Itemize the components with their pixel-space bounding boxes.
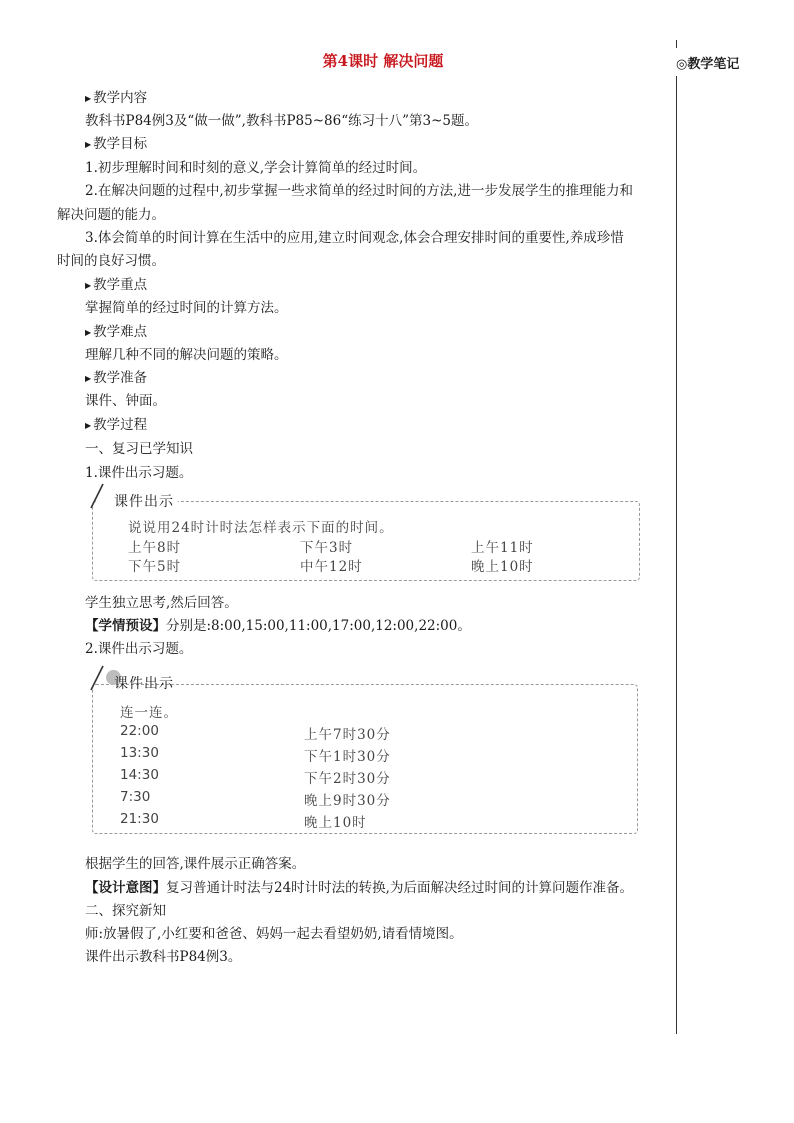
- box2-left-time: 7:30: [120, 789, 151, 805]
- after-exercise-1: 学生独立思考,然后回答。: [85, 595, 238, 611]
- heading-goals: ▶ 教学目标: [85, 136, 148, 152]
- triangle-bullet-icon: ▶: [85, 94, 92, 103]
- box2-right-time: 下午1时30分: [304, 749, 391, 765]
- box2-left-time: 21:30: [120, 811, 159, 827]
- box2-right-time: 上午7时30分: [304, 727, 391, 743]
- box2-left-time: 22:00: [120, 723, 159, 739]
- exercise-2-intro: 2.课件出示习题。: [85, 641, 193, 657]
- goal-2-line1: 2.在解决问题的过程中,初步掌握一些求简单的经过时间的方法,进一步发展学生的推理能力和: [85, 183, 633, 199]
- box1-time: 上午8时: [128, 540, 182, 556]
- show-example-line: 课件出示教科书P84例3。: [85, 949, 242, 965]
- box1-time: 中午12时: [300, 559, 363, 575]
- box1-time: 晚上10时: [471, 559, 534, 575]
- box2-right-time: 下午2时30分: [304, 771, 391, 787]
- box2-right-time: 晚上9时30分: [304, 793, 391, 809]
- preset-text: 分别是:8:00,15:00,11:00,17:00,12:00,22:00。: [166, 618, 471, 634]
- box2-right-time: 晚上10时: [304, 815, 367, 831]
- section-1-title: 一、复习已学知识: [85, 441, 193, 457]
- triangle-bullet-icon: ▶: [85, 421, 92, 430]
- design-text: 复习普通计时法与24时计时法的转换,为后面解决经过时间的计算问题作准备。: [166, 880, 633, 896]
- section-2-title: 二、探究新知: [85, 903, 166, 919]
- side-divider: [676, 76, 677, 1034]
- goal-2-line2: 解决问题的能力。: [57, 207, 165, 223]
- teaching-notes-label: ◎教学笔记: [676, 57, 740, 72]
- box1-prompt: 说说用24时计时法怎样表示下面的时间。: [128, 520, 394, 536]
- side-divider-tick: [676, 40, 677, 48]
- box2-left-time: 14:30: [120, 767, 159, 783]
- courseware-label-1: 课件出示: [96, 491, 178, 511]
- box1-time: 下午3时: [300, 540, 354, 556]
- exercise-1-intro: 1.课件出示习题。: [85, 465, 193, 481]
- heading-preparation: ▶ 教学准备: [85, 370, 148, 386]
- triangle-bullet-icon: ▶: [85, 281, 92, 290]
- heading-key-point: ▶ 教学重点: [85, 277, 148, 293]
- box1-time: 上午11时: [471, 540, 534, 556]
- heading-process: ▶ 教学过程: [85, 417, 148, 433]
- difficulty-text: 理解几种不同的解决问题的策略。: [85, 347, 288, 363]
- triangle-bullet-icon: ▶: [85, 140, 92, 149]
- pen-stroke-icon: [88, 664, 106, 692]
- content-text: 教科书P84例3及“做一做”,教科书P85~86“练习十八”第3~5题。: [85, 113, 478, 129]
- goal-3-line2: 时间的良好习惯。: [57, 253, 165, 269]
- courseware-label-2: 课件出示: [96, 673, 178, 693]
- page-title: 第4课时 解决问题: [322, 52, 444, 70]
- box2-left-time: 13:30: [120, 745, 159, 761]
- goal-1: 1.初步理解时间和时刻的意义,学会计算简单的经过时间。: [85, 160, 427, 176]
- preset-label: 【学情预设】: [85, 618, 166, 634]
- box1-time: 下午5时: [128, 559, 182, 575]
- preparation-text: 课件、钟面。: [85, 393, 166, 409]
- heading-difficulty: ▶ 教学难点: [85, 324, 148, 340]
- key-point-text: 掌握简单的经过时间的计算方法。: [85, 300, 288, 316]
- triangle-bullet-icon: ▶: [85, 374, 92, 383]
- design-line: [85, 876, 633, 896]
- box2-prompt: 连一连。: [120, 705, 178, 721]
- goal-3-line1: 3.体会简单的时间计算在生活中的应用,建立时间观念,体会合理安排时间的重要性,养成珍惜: [85, 230, 624, 246]
- teacher-line: 师:放暑假了,小红要和爸爸、妈妈一起去看望奶奶,请看情境图。: [85, 926, 463, 942]
- heading-content: ▶ 教学内容: [85, 90, 148, 106]
- design-label: 【设计意图】: [85, 880, 166, 896]
- after-exercise-2: 根据学生的回答,课件展示正确答案。: [85, 856, 306, 872]
- preset-line: [85, 614, 471, 634]
- pen-stroke-icon: [88, 482, 106, 510]
- triangle-bullet-icon: ▶: [85, 328, 92, 337]
